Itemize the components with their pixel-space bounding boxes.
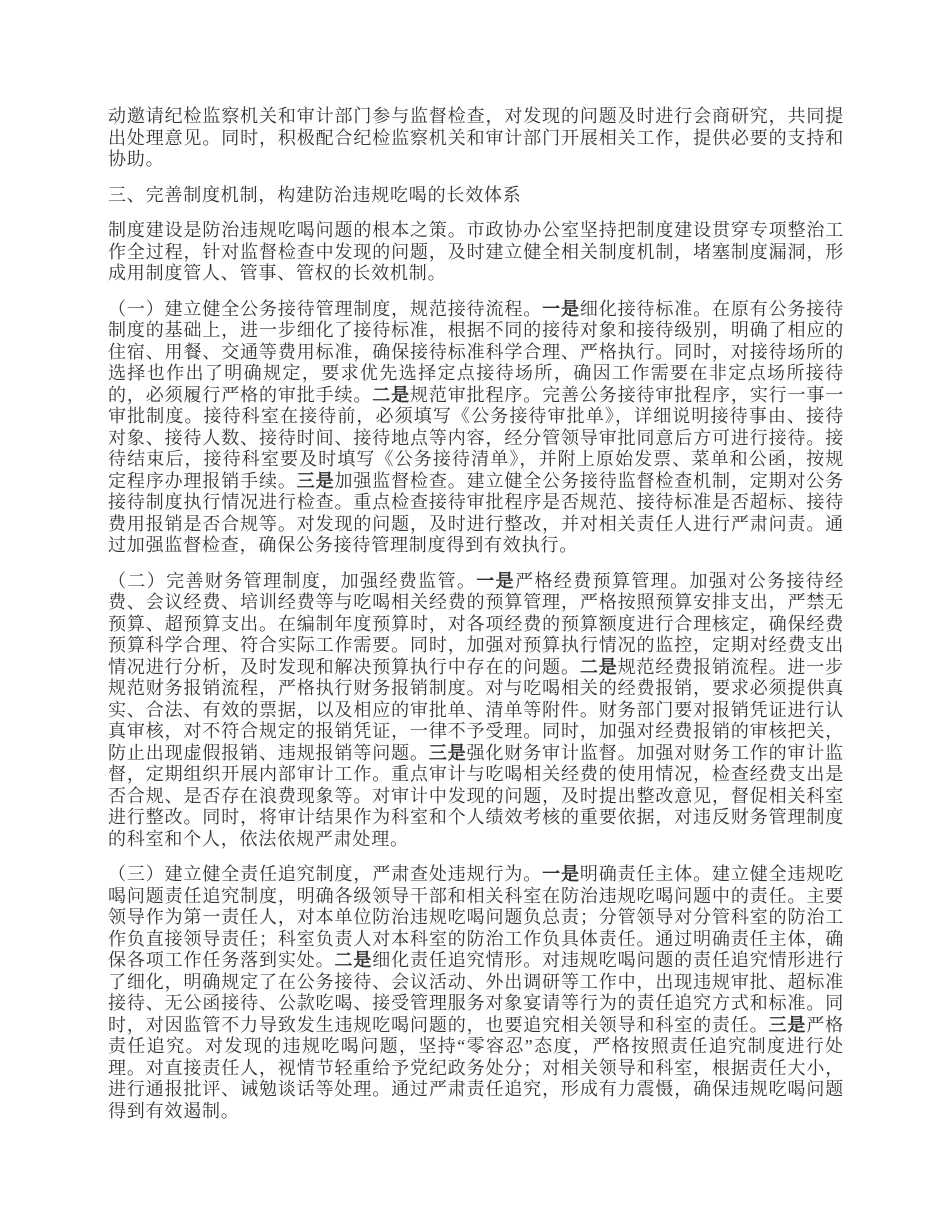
text-run: 三、完善制度机制，构建防治违规吃喝的长效体系 (108, 184, 522, 205)
emphasis-run: 二是 (372, 384, 410, 405)
text-run: 动邀请纪检监察机关和审计部门参与监督检查，对发现的问题及时进行会商研究，共同提出处理意见。同时，积极配合纪检监察机关和审计部门开展相关工作，提供必要的支持和协助。 (108, 106, 844, 169)
text-run: 规范经费报销流程。进一步规范财务报销流程，严格执行财务报销制度。对与吃喝相关的经费报销，要求必须提供真实、合法、有效的票据，以及相应的审批单、清单等附件。财务部门要对报销凭证进行认真审核，对不符合规定的报销凭证，一律不予受理。同时，加强对经费报销的审核把关，防止出现虚假报销、违规报销等问题。 (108, 656, 844, 763)
paragraph (108, 571, 844, 851)
emphasis-run: 一是 (476, 570, 516, 591)
document-page (108, 106, 844, 1136)
text-run: 制度建设是防治违规吃喝问题的根本之策。市政协办公室坚持把制度建设贯穿专项整治工作全过程，针对监督检查中发现的问题，及时建立健全相关制度机制，堵塞制度漏洞，形成用制度管人、管事、管权的长效机制。 (108, 220, 844, 283)
emphasis-run: 一是 (542, 864, 580, 884)
paragraph (108, 864, 844, 1122)
emphasis-run: 二是 (334, 950, 373, 970)
text-run: （一）建立健全公务接待管理制度，规范接待流程。 (108, 298, 543, 319)
paragraph (108, 299, 844, 557)
emphasis-run: 一是 (542, 298, 580, 319)
emphasis-run: 二是 (579, 656, 618, 677)
paragraph (108, 220, 844, 285)
text-run: 细化责任追究情形。对违规吃喝问题的责任追究情形进行了细化，明确规定了在公务接待、会议活动、外出调研等工作中，出现违规审批、超标准接待、无公函接待、公款吃喝、接受管理服务对象宴请等行为的责任追究方式和标准。同时，对因监管不力导致发生违规吃喝问题的，也要追究相关领导和科室的责任。 (108, 950, 844, 1035)
paragraph (108, 106, 844, 171)
emphasis-run: 三是 (296, 470, 335, 491)
paragraph-list (108, 106, 844, 1122)
emphasis-run: 三是 (768, 1014, 807, 1035)
section-heading (108, 185, 844, 207)
text-run: 强化财务审计监督。加强对财务工作的审计监督，定期组织开展内部审计工作。重点审计与吃喝相关经费的使用情况，检查经费支出是否合规、是否存在浪费现象等。对审计中发现的问题，及时提出整改意见，督促相关科室进行整改。同时，将审计结果作为科室和个人绩效考核的重要依据，对违反财务管理制度的科室和个人，依法依规严肃处理。 (108, 742, 844, 849)
text-run: 严格经费预算管理。加强对公务接待经费、会议经费、培训经费等与吃喝相关经费的预算管理，严格按照预算安排支出，严禁无预算、超预算支出。在编制年度预算时，对各项经费的预算额度进行合理核定，确保经费预算科学合理、符合实际工作需要。同时，加强对预算执行情况的监控，定期对经费支出情况进行分析，及时发现和解决预算执行中存在的问题。 (108, 570, 844, 677)
text-run: （三）建立健全责任追究制度，严肃查处违规行为。 (108, 864, 543, 884)
text-run: 明确责任主体。建立健全违规吃喝问题责任追究制度，明确各级领导干部和相关科室在防治违规吃喝问题中的责任。主要领导作为第一责任人，对本单位防治违规吃喝问题负总责；分管领导对分管科室的防治工作负直接领导责任；科室负责人对本科室的防治工作负具体责任。通过明确责任主体，确保各项工作任务落到实处。 (108, 864, 844, 970)
text-run: 严格责任追究。对发现的违规吃喝问题，坚持“零容忍”态度，严格按照责任追究制度进行处理。对直接责任人，视情节轻重给予党纪政务处分；对相关领导和科室，根据责任大小，进行通报批评、诫勉谈话等处理。通过严肃责任追究，形成有力震慑，确保违规吃喝问题得到有效遏制。 (108, 1014, 844, 1121)
emphasis-run: 三是 (428, 742, 467, 763)
text-run: 细化接待标准。在原有公务接待制度的基础上，进一步细化了接待标准，根据不同的接待对象和接待级别，明确了相应的住宿、用餐、交通等费用标准，确保接待标准科学合理、严格执行。同时，对接待场所的选择也作出了明确规定，要求优先选择定点接待场所，确因工作需要在非定点场所接待的，必须履行严格的审批手续。 (108, 298, 844, 405)
text-run: 规范审批程序。完善公务接待审批程序，实行一事一审批制度。接待科室在接待前，必须填写《公务接待审批单》，详细说明接待事由、接待对象、接待人数、接待时间、接待地点等内容，经分管领导审批同意后方可进行接待。接待结束后，接待科室要及时填写《公务接待清单》，并附上原始发票、菜单和公函，按规定程序办理报销手续。 (108, 384, 844, 491)
text-run: 加强监督检查。建立健全公务接待监督检查机制，定期对公务接待制度执行情况进行检查。重点检查接待审批程序是否规范、接待标准是否超标、接待费用报销是否合规等。对发现的问题，及时进行整改，并对相关责任人进行严肃问责。通过加强监督检查，确保公务接待管理制度得到有效执行。 (108, 470, 844, 555)
text-run: （二）完善财务管理制度，加强经费监管。 (108, 570, 477, 591)
